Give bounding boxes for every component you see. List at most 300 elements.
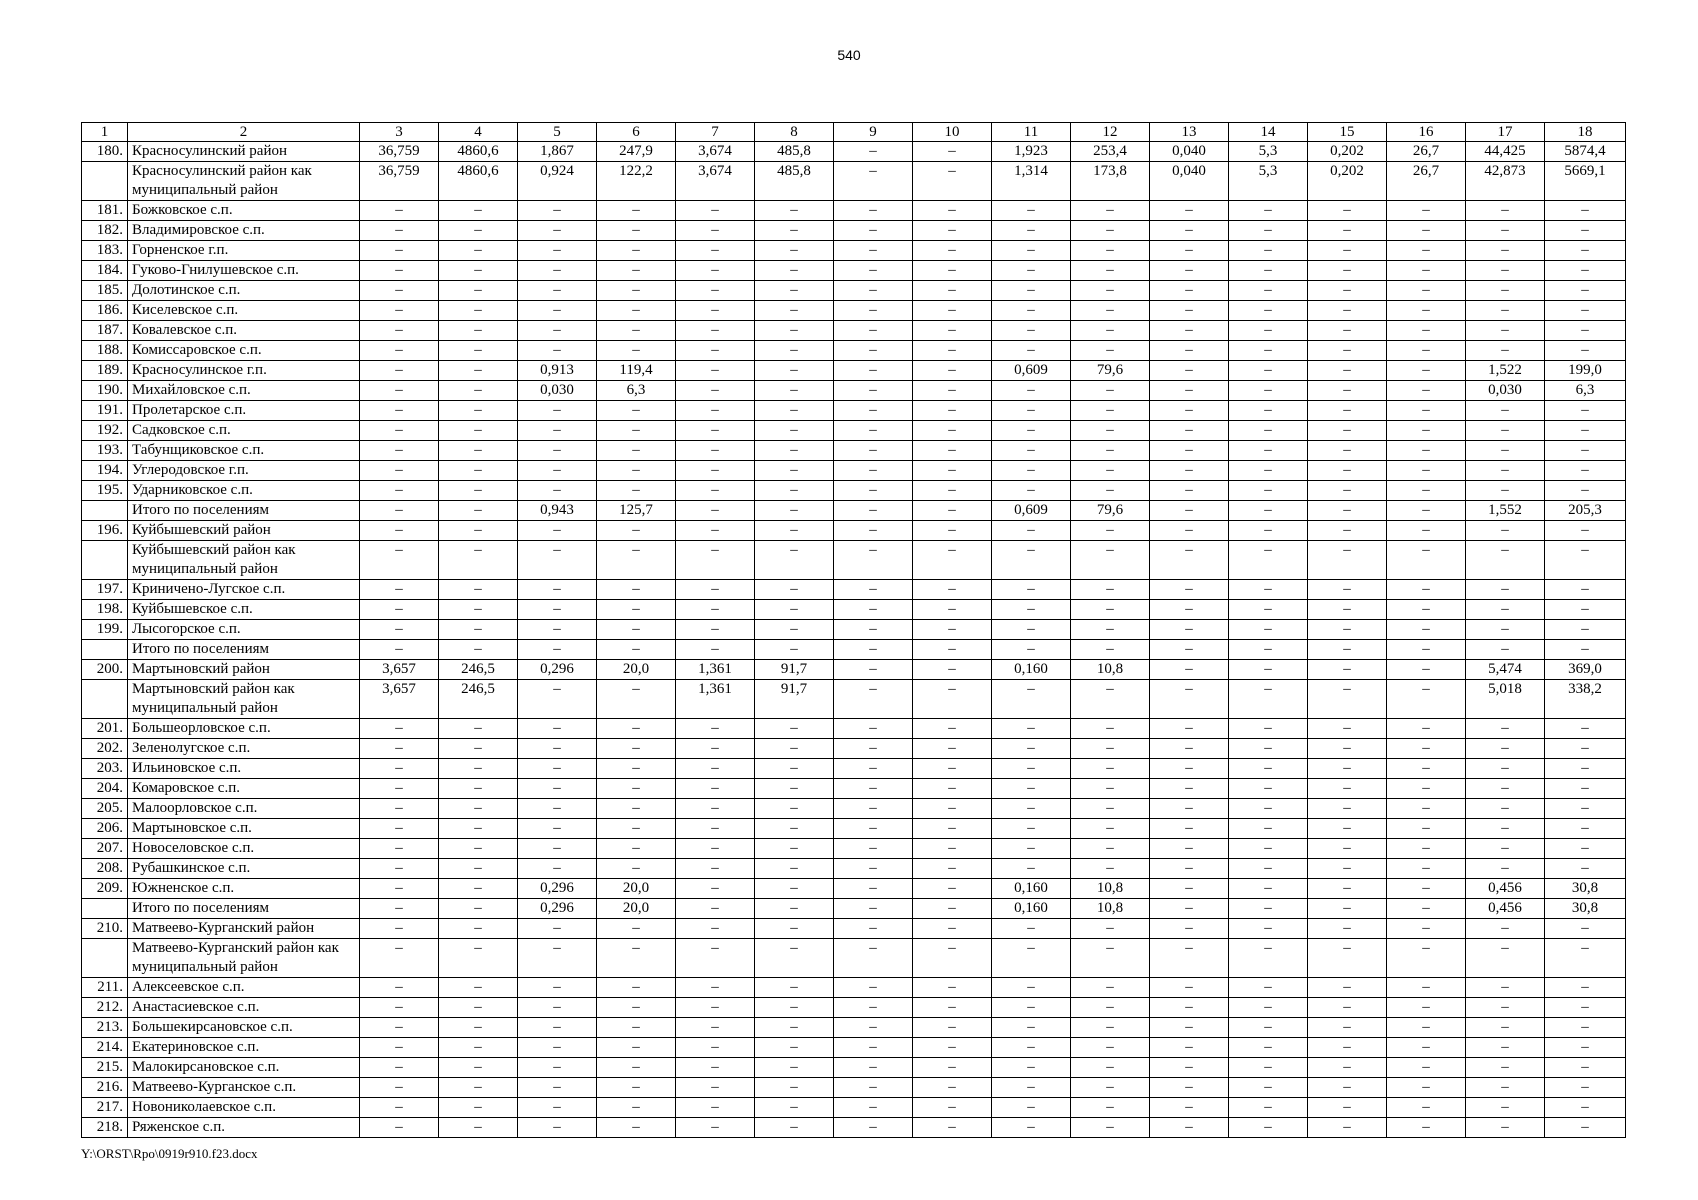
data-cell: 199,0 [1545, 361, 1626, 381]
data-cell: – [518, 998, 597, 1018]
data-cell: – [1229, 341, 1308, 361]
data-cell: – [913, 859, 992, 879]
data-cell: – [1150, 461, 1229, 481]
data-cell: – [913, 1098, 992, 1118]
data-cell: – [439, 839, 518, 859]
data-cell: – [992, 281, 1071, 301]
data-cell: 26,7 [1387, 142, 1466, 162]
row-number [82, 541, 128, 580]
data-cell: – [1308, 998, 1387, 1018]
data-cell: – [1387, 799, 1466, 819]
data-cell: – [1308, 1038, 1387, 1058]
row-number: 186. [82, 301, 128, 321]
data-cell: – [1308, 640, 1387, 660]
data-cell: – [834, 1078, 913, 1098]
data-cell: – [755, 421, 834, 441]
data-cell: – [834, 839, 913, 859]
row-number [82, 899, 128, 919]
data-cell: – [1071, 421, 1150, 441]
data-cell: 5,474 [1466, 660, 1545, 680]
data-cell: – [755, 739, 834, 759]
row-number: 203. [82, 759, 128, 779]
data-cell: – [518, 799, 597, 819]
data-cell: – [1545, 978, 1626, 998]
table-row [82, 859, 1626, 879]
data-cell: – [834, 201, 913, 221]
data-cell: – [1545, 739, 1626, 759]
data-cell: 205,3 [1545, 501, 1626, 521]
data-cell: – [439, 1118, 518, 1138]
data-cell: – [1545, 241, 1626, 261]
data-cell: – [1071, 680, 1150, 719]
data-cell: – [676, 321, 755, 341]
data-cell: – [1229, 1098, 1308, 1118]
table-row [82, 1038, 1626, 1058]
data-cell: – [597, 441, 676, 461]
data-cell: 0,160 [992, 899, 1071, 919]
data-cell: – [676, 799, 755, 819]
data-cell: – [439, 580, 518, 600]
data-cell: – [1071, 939, 1150, 978]
data-cell: – [992, 839, 1071, 859]
data-cell: – [1466, 939, 1545, 978]
data-cell: – [597, 819, 676, 839]
data-cell: – [597, 919, 676, 939]
data-cell: – [1150, 221, 1229, 241]
data-cell: – [360, 839, 439, 859]
data-cell: – [913, 1038, 992, 1058]
row-name: Мартыновское с.п. [128, 819, 360, 839]
data-cell: – [1150, 759, 1229, 779]
data-cell: – [360, 819, 439, 839]
row-name: Большеорловское с.п. [128, 719, 360, 739]
column-header: 1 [82, 123, 128, 142]
data-cell: 3,657 [360, 680, 439, 719]
data-cell: 122,2 [597, 162, 676, 201]
data-cell: – [1387, 261, 1466, 281]
data-cell: 0,456 [1466, 879, 1545, 899]
data-cell: – [597, 978, 676, 998]
data-cell: – [1308, 501, 1387, 521]
data-cell: – [1308, 1058, 1387, 1078]
data-cell: – [1229, 281, 1308, 301]
data-cell: 0,040 [1150, 162, 1229, 201]
row-name: Владимировское с.п. [128, 221, 360, 241]
table-row [82, 719, 1626, 739]
data-cell: – [1308, 978, 1387, 998]
row-name: Комиссаровское с.п. [128, 341, 360, 361]
row-name: Горненское г.п. [128, 241, 360, 261]
data-cell: 20,0 [597, 899, 676, 919]
data-cell: – [676, 739, 755, 759]
data-cell: – [1545, 1058, 1626, 1078]
data-cell: – [755, 899, 834, 919]
data-cell: – [755, 241, 834, 261]
data-cell: 10,8 [1071, 660, 1150, 680]
data-cell: – [913, 142, 992, 162]
data-cell: – [1545, 521, 1626, 541]
data-cell: – [676, 241, 755, 261]
data-cell: – [518, 759, 597, 779]
data-cell: 79,6 [1071, 501, 1150, 521]
data-cell: – [1387, 640, 1466, 660]
row-number: 212. [82, 998, 128, 1018]
data-cell: – [597, 1118, 676, 1138]
data-cell: – [1308, 281, 1387, 301]
data-cell: – [1387, 978, 1466, 998]
data-cell: – [1466, 859, 1545, 879]
data-cell: – [913, 1018, 992, 1038]
data-cell: – [439, 1078, 518, 1098]
data-cell: – [360, 361, 439, 381]
data-cell: – [1466, 221, 1545, 241]
data-cell: 79,6 [1071, 361, 1150, 381]
data-cell: – [755, 321, 834, 341]
data-cell: – [676, 998, 755, 1018]
data-cell: – [1466, 541, 1545, 580]
column-header: 13 [1150, 123, 1229, 142]
data-cell: – [360, 1058, 439, 1078]
table-row [82, 421, 1626, 441]
data-cell: – [676, 541, 755, 580]
data-cell: – [1071, 201, 1150, 221]
row-name: Рубашкинское с.п. [128, 859, 360, 879]
data-cell: – [834, 719, 913, 739]
data-cell: – [1229, 221, 1308, 241]
data-cell: – [597, 839, 676, 859]
data-cell: – [518, 301, 597, 321]
data-cell: 4860,6 [439, 162, 518, 201]
data-cell: – [676, 759, 755, 779]
data-cell: – [1387, 680, 1466, 719]
data-cell: 173,8 [1071, 162, 1150, 201]
data-cell: – [1545, 719, 1626, 739]
data-cell: – [755, 799, 834, 819]
data-cell: – [1466, 600, 1545, 620]
row-number: 205. [82, 799, 128, 819]
data-cell: – [360, 739, 439, 759]
data-cell: – [1387, 521, 1466, 541]
data-cell: – [755, 759, 834, 779]
data-cell: – [834, 421, 913, 441]
data-cell: – [1466, 201, 1545, 221]
row-number: 210. [82, 919, 128, 939]
data-cell: – [755, 441, 834, 461]
data-cell: – [1387, 939, 1466, 978]
data-cell: – [1387, 361, 1466, 381]
data-cell: – [1071, 859, 1150, 879]
data-cell: – [1150, 521, 1229, 541]
data-cell: – [360, 521, 439, 541]
table-row [82, 301, 1626, 321]
data-cell: 91,7 [755, 680, 834, 719]
data-cell: – [597, 1038, 676, 1058]
data-cell: – [360, 859, 439, 879]
data-cell: – [1387, 859, 1466, 879]
data-cell: – [1071, 281, 1150, 301]
table-row [82, 441, 1626, 461]
table-row [82, 799, 1626, 819]
data-cell: – [1387, 501, 1466, 521]
data-cell: – [1229, 1118, 1308, 1138]
data-cell: – [676, 501, 755, 521]
data-cell: – [1229, 640, 1308, 660]
data-cell: – [597, 859, 676, 879]
data-cell: – [676, 1038, 755, 1058]
data-cell: – [676, 779, 755, 799]
data-cell: – [1387, 241, 1466, 261]
data-cell: – [1229, 919, 1308, 939]
data-cell: – [1150, 481, 1229, 501]
data-cell: – [1071, 739, 1150, 759]
data-cell: – [913, 381, 992, 401]
data-cell: – [1229, 600, 1308, 620]
data-cell: – [676, 939, 755, 978]
data-cell: – [360, 939, 439, 978]
data-cell: – [439, 640, 518, 660]
data-cell: – [1150, 978, 1229, 998]
data-cell: – [1229, 859, 1308, 879]
data-cell: – [913, 401, 992, 421]
data-cell: – [1229, 799, 1308, 819]
data-cell: – [518, 321, 597, 341]
data-cell: – [755, 1058, 834, 1078]
data-cell: – [755, 819, 834, 839]
data-cell: – [1466, 281, 1545, 301]
table-row [82, 281, 1626, 301]
data-cell: – [913, 719, 992, 739]
data-cell: – [913, 879, 992, 899]
data-cell: – [1071, 640, 1150, 660]
data-cell: 0,609 [992, 501, 1071, 521]
table-row [82, 640, 1626, 660]
data-cell: – [360, 541, 439, 580]
data-cell: – [992, 341, 1071, 361]
data-cell: 0,160 [992, 660, 1071, 680]
data-cell: – [676, 201, 755, 221]
row-number: 201. [82, 719, 128, 739]
data-cell: – [755, 381, 834, 401]
column-header: 14 [1229, 123, 1308, 142]
data-cell: – [913, 501, 992, 521]
data-cell: – [1387, 899, 1466, 919]
data-cell: – [913, 321, 992, 341]
row-number [82, 501, 128, 521]
data-cell: 0,030 [1466, 381, 1545, 401]
data-cell: – [1229, 261, 1308, 281]
data-cell: – [1071, 580, 1150, 600]
data-cell: – [1229, 879, 1308, 899]
data-cell: – [834, 501, 913, 521]
data-cell: – [518, 839, 597, 859]
data-cell: – [834, 879, 913, 899]
row-name: Новониколаевское с.п. [128, 1098, 360, 1118]
row-number: 207. [82, 839, 128, 859]
data-cell: – [755, 1038, 834, 1058]
data-cell: – [1150, 719, 1229, 739]
data-cell: – [1466, 1078, 1545, 1098]
data-cell: – [913, 281, 992, 301]
row-name: Комаровское с.п. [128, 779, 360, 799]
data-cell: – [1071, 381, 1150, 401]
data-cell: – [439, 779, 518, 799]
data-cell: 1,552 [1466, 501, 1545, 521]
data-cell: – [360, 899, 439, 919]
data-cell: 26,7 [1387, 162, 1466, 201]
column-header: 6 [597, 123, 676, 142]
data-cell: – [1150, 1018, 1229, 1038]
data-cell: – [1071, 600, 1150, 620]
data-cell: – [1387, 301, 1466, 321]
data-cell: – [518, 719, 597, 739]
data-cell: – [1545, 281, 1626, 301]
data-cell: – [834, 1098, 913, 1118]
data-cell: – [992, 301, 1071, 321]
data-cell: – [992, 680, 1071, 719]
row-number: 215. [82, 1058, 128, 1078]
table-row [82, 739, 1626, 759]
data-cell: – [360, 620, 439, 640]
data-cell: – [518, 680, 597, 719]
data-cell: – [360, 241, 439, 261]
row-name: Углеродовское г.п. [128, 461, 360, 481]
data-cell: – [1545, 1078, 1626, 1098]
data-cell: – [1308, 680, 1387, 719]
data-cell: – [676, 1018, 755, 1038]
column-header: 10 [913, 123, 992, 142]
table-row [82, 660, 1626, 680]
data-cell: – [1387, 600, 1466, 620]
table-row [82, 1058, 1626, 1078]
data-cell: – [1466, 919, 1545, 939]
data-cell: 5,018 [1466, 680, 1545, 719]
data-cell: – [913, 301, 992, 321]
column-header: 9 [834, 123, 913, 142]
data-cell: – [1229, 481, 1308, 501]
data-cell: – [360, 759, 439, 779]
row-number [82, 640, 128, 660]
data-cell: – [834, 461, 913, 481]
row-name: Божковское с.п. [128, 201, 360, 221]
data-cell: – [1150, 660, 1229, 680]
data-cell: – [676, 1058, 755, 1078]
row-name: Гуково-Гнилушевское с.п. [128, 261, 360, 281]
data-cell: – [1150, 998, 1229, 1018]
data-cell: – [1308, 361, 1387, 381]
data-cell: – [1229, 719, 1308, 739]
data-cell: – [834, 381, 913, 401]
data-cell: – [755, 839, 834, 859]
data-cell: – [1229, 978, 1308, 998]
data-cell: – [439, 620, 518, 640]
data-cell: – [1387, 1098, 1466, 1118]
data-cell: – [360, 580, 439, 600]
data-cell: – [1308, 660, 1387, 680]
data-cell: – [439, 461, 518, 481]
data-cell: – [1387, 998, 1466, 1018]
row-name: Табунщиковское с.п. [128, 441, 360, 461]
data-cell: 5874,4 [1545, 142, 1626, 162]
data-cell: – [597, 1098, 676, 1118]
data-cell: – [518, 201, 597, 221]
data-cell: – [1545, 799, 1626, 819]
row-number: 200. [82, 660, 128, 680]
data-cell: – [834, 998, 913, 1018]
data-cell: – [518, 541, 597, 580]
table-row [82, 361, 1626, 381]
data-cell: 0,943 [518, 501, 597, 521]
data-cell: – [1229, 580, 1308, 600]
data-cell: – [992, 739, 1071, 759]
data-table [81, 122, 1626, 1138]
data-cell: – [834, 600, 913, 620]
table-row [82, 978, 1626, 998]
data-cell: – [1150, 620, 1229, 640]
data-cell: – [1308, 341, 1387, 361]
data-cell: – [1071, 241, 1150, 261]
row-name: Матвеево-Курганский район как муниципальный район [128, 939, 360, 978]
data-cell: – [992, 221, 1071, 241]
table-row [82, 541, 1626, 580]
column-header: 5 [518, 123, 597, 142]
data-cell: 485,8 [755, 162, 834, 201]
data-cell: – [439, 301, 518, 321]
data-cell: – [1545, 301, 1626, 321]
row-name: Киселевское с.п. [128, 301, 360, 321]
data-cell: – [439, 998, 518, 1018]
column-header: 2 [128, 123, 360, 142]
table-row [82, 481, 1626, 501]
data-cell: – [1387, 401, 1466, 421]
data-cell: – [1545, 580, 1626, 600]
data-cell: – [1229, 899, 1308, 919]
data-cell: – [1466, 1098, 1545, 1118]
data-cell: – [992, 799, 1071, 819]
data-cell: – [755, 1078, 834, 1098]
data-cell: – [676, 301, 755, 321]
data-cell: – [834, 799, 913, 819]
data-cell: – [1387, 541, 1466, 580]
data-cell: – [518, 939, 597, 978]
data-cell: – [755, 361, 834, 381]
data-cell: – [1387, 1038, 1466, 1058]
table-row [82, 939, 1626, 978]
row-number: 192. [82, 421, 128, 441]
data-cell: – [676, 859, 755, 879]
data-cell: – [439, 759, 518, 779]
data-cell: – [1071, 401, 1150, 421]
data-cell: – [1308, 1018, 1387, 1038]
data-cell: – [439, 919, 518, 939]
column-header: 12 [1071, 123, 1150, 142]
row-number [82, 680, 128, 719]
row-name: Лысогорское с.п. [128, 620, 360, 640]
data-cell: – [913, 799, 992, 819]
data-cell: – [913, 680, 992, 719]
data-cell: – [676, 600, 755, 620]
data-cell: – [360, 1098, 439, 1118]
data-cell: – [1150, 421, 1229, 441]
data-cell: – [913, 261, 992, 281]
data-cell: – [1308, 401, 1387, 421]
data-cell: – [1308, 541, 1387, 580]
row-number: 198. [82, 600, 128, 620]
data-cell: – [676, 261, 755, 281]
data-cell: – [518, 1118, 597, 1138]
data-cell: – [1308, 779, 1387, 799]
data-cell: – [1071, 919, 1150, 939]
data-cell: – [518, 241, 597, 261]
